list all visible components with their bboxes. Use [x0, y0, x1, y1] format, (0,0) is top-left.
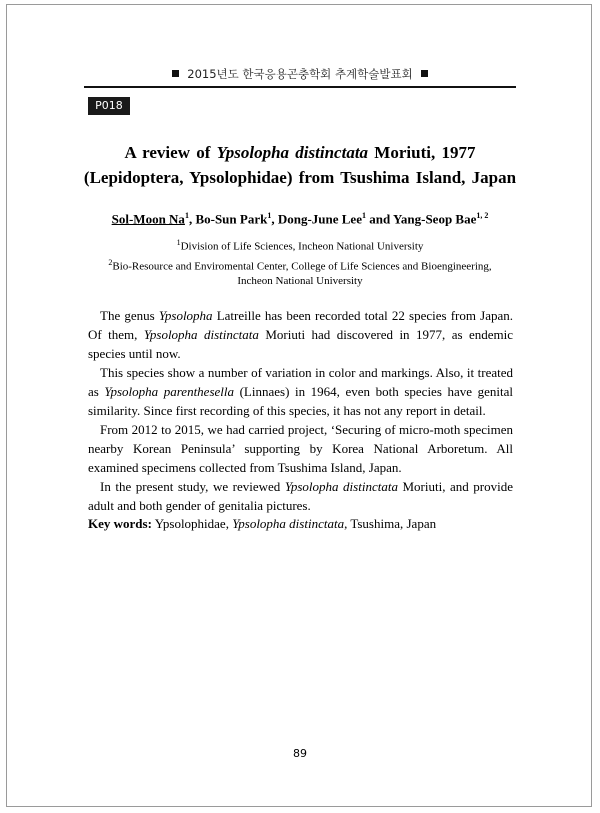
abstract-paragraph: From 2012 to 2015, we had carried project, ‘Securing of micro-moth specimen nearby Korean Peninsula’ supporting by Korea National Arboretum. All examined specimens collected from Tsushima Island, Japan. [88, 422, 513, 475]
header-rule [84, 86, 516, 88]
keywords-label: Key words: [88, 516, 152, 531]
title-genus: Ypsolopha distinctata [216, 143, 369, 162]
abstract-body [88, 306, 513, 515]
abstract-paragraph: This species show a number of variation in color and markings. Also, it treated as Ypsolopha parenthesella (Linnaes) in 1964, even both species have genital similarity. Since first recording of this species, it has not any report in detail. [88, 365, 513, 418]
presenting-author: Sol-Moon Na [111, 211, 185, 227]
affiliation-2: $^2$Bio-Resource and Enviromental Center, College of Life Sciences and Bioengineering, [108, 257, 492, 273]
author-list: Sol-Moon Na$^1$, Bo-Sun Park$^1$, Dong-June Lee$^1$ and Yang-Seop Bae$^{1, 2}$ [111, 211, 489, 227]
page-number: 89 [293, 747, 307, 760]
abstract-paragraph: The genus Ypsolopha Latreille has been recorded total 22 species from Japan. Of them, Ypsolopha distinctata Moriuti had discovered in 1977, as endemic species until now. [88, 308, 513, 361]
poster-code-badge: P018 [88, 97, 130, 115]
square-bullet-icon [421, 70, 428, 77]
title-line-1: A review of Ypsolopha distinctata Moriuti, 1977 [124, 143, 476, 162]
square-bullet-icon [172, 70, 179, 77]
affiliation-2-cont: Incheon National University [237, 275, 363, 288]
affiliation-1: $^1$Division of Life Sciences, Incheon National University [176, 238, 424, 253]
paper-title [70, 140, 530, 190]
affiliations [70, 235, 530, 289]
abstract-paragraph: In the present study, we reviewed Ypsolopha distinctata Moriuti, and provide adult and both gender of genitalia pictures. [88, 479, 513, 513]
keywords: Key words: Ypsolophidae, Ypsolopha distinctata, Tsushima, Japan [88, 516, 437, 531]
header-text: 2015년도 한국응용곤충학회 추계학술발표회 [187, 67, 413, 81]
title-line-2: (Lepidoptera, Ypsolophidae) from Tsushima Island, Japan [83, 168, 517, 187]
running-header [84, 66, 516, 82]
